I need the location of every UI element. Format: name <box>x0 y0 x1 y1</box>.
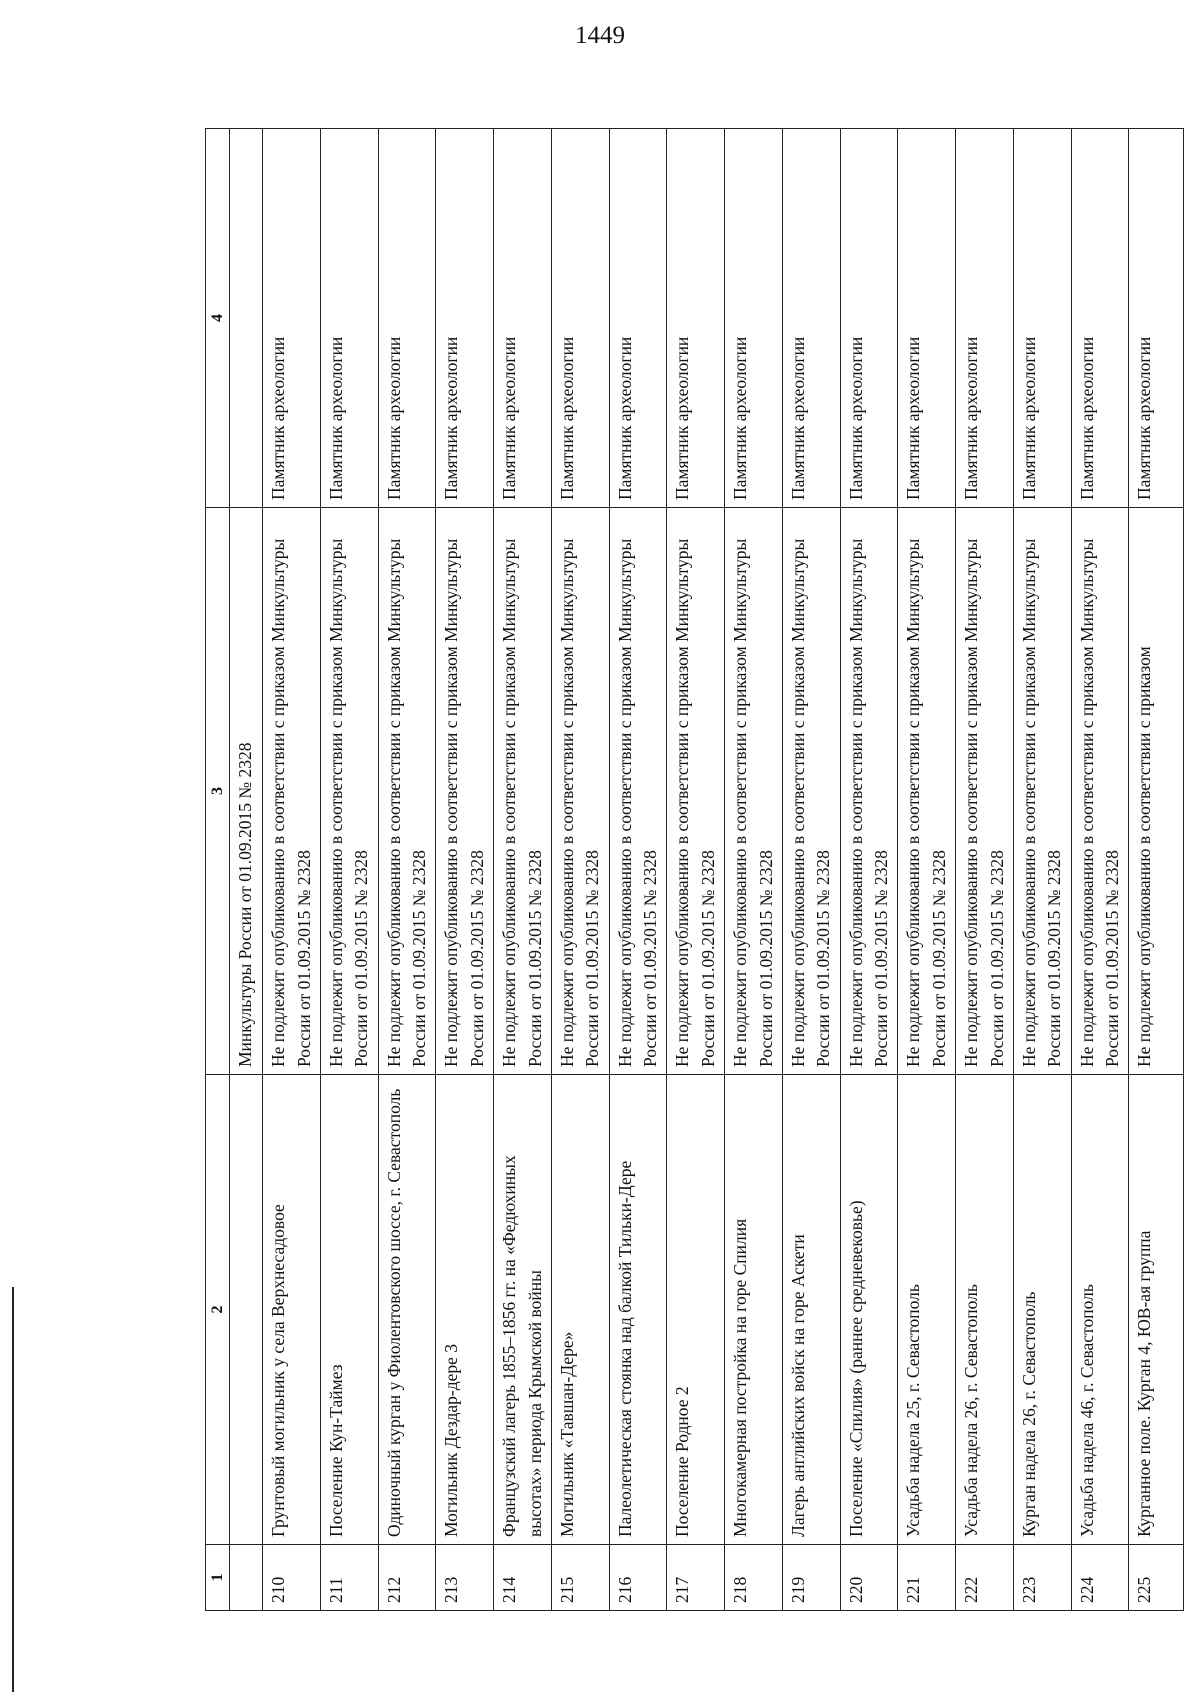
cell-document: Не подлежит опубликованию в соответствии с приказом Минкультуры России от 01.09.2015 № 2328 <box>1071 508 1129 1075</box>
cell-document: Не подлежит опубликованию в соответствии с приказом Минкультуры России от 01.09.2015 № 2328 <box>436 508 494 1075</box>
monuments-table <box>205 128 1184 1611</box>
table-row <box>667 129 725 1611</box>
cell-name: Курганное поле. Курган 4, ЮВ-ая группа <box>1129 1075 1184 1545</box>
cell-number: 220 <box>840 1545 898 1611</box>
cell-category: Памятник археологии <box>1071 129 1129 508</box>
cell-number: 219 <box>782 1545 840 1611</box>
table-row <box>320 129 378 1611</box>
cell-number: 211 <box>320 1545 378 1611</box>
table-row <box>840 129 898 1611</box>
cell-document: Не подлежит опубликованию в соответствии с приказом Минкультуры России от 01.09.2015 № 2328 <box>378 508 436 1075</box>
cell-name: Лагерь английских войск на горе Аскети <box>782 1075 840 1545</box>
cell-number: 215 <box>551 1545 609 1611</box>
header-col-3: 3 <box>206 508 230 1075</box>
cell-category: Памятник археологии <box>320 129 378 508</box>
cell-name: Многокамерная постройка на горе Спилия <box>725 1075 783 1545</box>
cell-number: 221 <box>898 1545 956 1611</box>
table-row <box>436 129 494 1611</box>
table-row <box>1013 129 1071 1611</box>
cell-name: Усадьба надела 26, г. Севастополь <box>956 1075 1014 1545</box>
header-col-2: 2 <box>206 1075 230 1545</box>
cell-document: Не подлежит опубликованию в соответствии с приказом Минкультуры России от 01.09.2015 № 2328 <box>898 508 956 1075</box>
cell-name: Курган надела 26, г. Севастополь <box>1013 1075 1071 1545</box>
cell-category: Памятник археологии <box>263 129 321 508</box>
cell-category: Памятник археологии <box>725 129 783 508</box>
cell-document: Не подлежит опубликованию в соответствии с приказом Минкультуры России от 01.09.2015 № 2328 <box>667 508 725 1075</box>
cell-document: Не подлежит опубликованию в соответствии с приказом Минкультуры России от 01.09.2015 № 2328 <box>551 508 609 1075</box>
cell-document: Не подлежит опубликованию в соответствии с приказом Минкультуры России от 01.09.2015 № 2328 <box>782 508 840 1075</box>
page-number: 1449 <box>575 22 625 49</box>
table-row <box>378 129 436 1611</box>
cell-document: Не подлежит опубликованию в соответствии с приказом Минкультуры России от 01.09.2015 № 2328 <box>263 508 321 1075</box>
cell-category: Памятник археологии <box>378 129 436 508</box>
cell-document: Не подлежит опубликованию в соответствии с приказом <box>1129 508 1184 1075</box>
cell-document: Не подлежит опубликованию в соответствии с приказом Минкультуры России от 01.09.2015 № 2328 <box>1013 508 1071 1075</box>
continuation-row <box>230 129 263 1611</box>
cell-number: 216 <box>609 1545 667 1611</box>
cell-name: Могильник Дездар-дере 3 <box>436 1075 494 1545</box>
table-row <box>898 129 956 1611</box>
cell-number: 210 <box>263 1545 321 1611</box>
cell-category: Памятник археологии <box>1129 129 1184 508</box>
cell-name: Поселение «Спилия» (раннее средневековье) <box>840 1075 898 1545</box>
cell-category: Памятник археологии <box>667 129 725 508</box>
cell-number: 222 <box>956 1545 1014 1611</box>
cell-number: 223 <box>1013 1545 1071 1611</box>
cell-number: 212 <box>378 1545 436 1611</box>
table-row <box>494 129 552 1611</box>
cell-category: Памятник археологии <box>956 129 1014 508</box>
cell-document: Минкультуры России от 01.09.2015 № 2328 <box>230 508 263 1075</box>
cell-number: 214 <box>494 1545 552 1611</box>
cell-category: Памятник археологии <box>436 129 494 508</box>
cell-document: Не подлежит опубликованию в соответствии с приказом Минкультуры России от 01.09.2015 № 2328 <box>494 508 552 1075</box>
cell-number: 224 <box>1071 1545 1129 1611</box>
cell-name: Французский лагерь 1855–1856 гг. на «Федюхиных высотах» периода Крымской войны <box>494 1075 552 1545</box>
cell-name: Одиночный курган у Фиолентовского шоссе, г. Севастополь <box>378 1075 436 1545</box>
table-row <box>1129 129 1184 1611</box>
cell-name <box>230 1075 263 1545</box>
cell-name: Поселение Родное 2 <box>667 1075 725 1545</box>
table-row <box>725 129 783 1611</box>
cell-category: Памятник археологии <box>1013 129 1071 508</box>
table-row <box>263 129 321 1611</box>
rotated-table-container <box>205 129 1155 1611</box>
header-col-4: 4 <box>206 129 230 508</box>
cell-number: 225 <box>1129 1545 1184 1611</box>
cell-name: Усадьба надела 46, г. Севастополь <box>1071 1075 1129 1545</box>
cell-document: Не подлежит опубликованию в соответствии с приказом Минкультуры России от 01.09.2015 № 2328 <box>725 508 783 1075</box>
margin-line <box>12 1287 14 1692</box>
cell-category: Памятник археологии <box>551 129 609 508</box>
cell-number: 213 <box>436 1545 494 1611</box>
cell-category: Памятник археологии <box>494 129 552 508</box>
table-row <box>782 129 840 1611</box>
table-row <box>551 129 609 1611</box>
cell-category: Памятник археологии <box>898 129 956 508</box>
cell-name: Палеолетическая стоянка над балкой Тильки-Дере <box>609 1075 667 1545</box>
cell-number <box>230 1545 263 1611</box>
cell-document: Не подлежит опубликованию в соответствии с приказом Минкультуры России от 01.09.2015 № 2328 <box>320 508 378 1075</box>
cell-category <box>230 129 263 508</box>
cell-category: Памятник археологии <box>840 129 898 508</box>
cell-name: Поселение Кун-Таймез <box>320 1075 378 1545</box>
cell-number: 217 <box>667 1545 725 1611</box>
table-row <box>1071 129 1129 1611</box>
table-body <box>263 129 1184 1611</box>
cell-name: Могильник «Тавшан-Дере» <box>551 1075 609 1545</box>
table-row <box>609 129 667 1611</box>
header-col-1: 1 <box>206 1545 230 1611</box>
cell-category: Памятник археологии <box>609 129 667 508</box>
cell-category: Памятник археологии <box>782 129 840 508</box>
cell-document: Не подлежит опубликованию в соответствии с приказом Минкультуры России от 01.09.2015 № 2328 <box>609 508 667 1075</box>
cell-document: Не подлежит опубликованию в соответствии с приказом Минкультуры России от 01.09.2015 № 2328 <box>840 508 898 1075</box>
cell-name: Усадьба надела 25, г. Севастополь <box>898 1075 956 1545</box>
cell-document: Не подлежит опубликованию в соответствии с приказом Минкультуры России от 01.09.2015 № 2328 <box>956 508 1014 1075</box>
table-header-row <box>206 129 230 1611</box>
table-row <box>956 129 1014 1611</box>
cell-number: 218 <box>725 1545 783 1611</box>
cell-name: Грунтовый могильник у села Верхнесадовое <box>263 1075 321 1545</box>
